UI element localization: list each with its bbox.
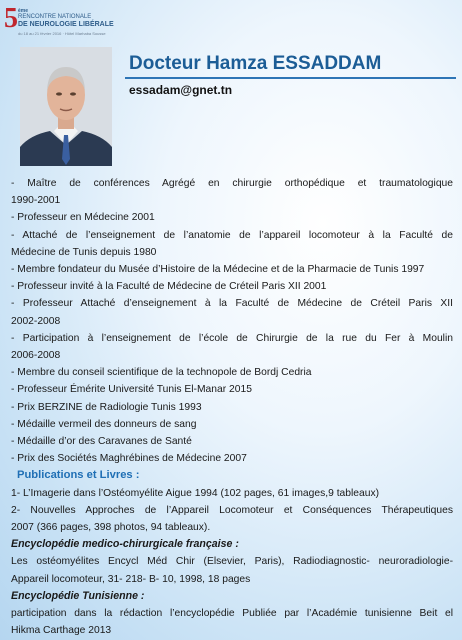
- doctor-email: essadam@gnet.tn: [129, 83, 233, 97]
- publication-item: 2007 (366 pages, 398 photos, 94 tableaux).: [11, 522, 211, 534]
- cv-line: 1990-2001: [11, 195, 61, 207]
- encyclopedie-medico-text: Les ostéomyélites Encycl Méd Chir (Elsevier, Paris), Radiodiagnostic- neuroradiologie-: [11, 556, 453, 568]
- cv-line: - Médaille vermeil des donneurs de sang: [11, 418, 197, 430]
- cv-line: - Professeur Attaché d’enseignement à la Faculté de Médecine de Créteil Paris XII: [11, 298, 453, 310]
- cv-line: 2006-2008: [11, 350, 61, 362]
- event-logo: [4, 3, 122, 40]
- logo-line-2: DE NEUROLOGIE LIBÉRALE: [18, 21, 114, 28]
- publications-heading: Publications et Livres :: [17, 469, 140, 482]
- encyclopedie-medico-text: Appareil locomoteur, 31- 218- B- 10, 1998, 18 pages: [11, 573, 251, 585]
- cv-line: Médecine de Tunis depuis 1980: [11, 246, 157, 258]
- cv-body: [11, 175, 453, 639]
- title-underline: [125, 77, 456, 79]
- portrait-illustration: [20, 47, 112, 166]
- portrait-photo: [20, 47, 112, 166]
- cv-line: - Participation à l’enseignement de l’école de Chirurgie de la rue du Fer à Moulin: [11, 332, 453, 344]
- logo-line-1: RENCONTRE NATIONALE: [18, 14, 92, 20]
- logo-ordinal: ème: [18, 8, 29, 14]
- cv-line: - Professeur Émérite Université Tunis El-Manar 2015: [11, 384, 252, 396]
- cv-line: - Attaché de l’enseignement de l’anatomie de l’appareil locomoteur à la Faculté de: [11, 229, 453, 241]
- cv-line: - Prix BERZINE de Radiologie Tunis 1993: [11, 401, 202, 413]
- publication-item: 2- Nouvelles Approches de l’Appareil Locomoteur et Conséquences Thérapeutiques: [11, 504, 453, 516]
- encyclopedie-tunisienne-text: Hikma Carthage 2013: [11, 625, 112, 637]
- cv-line: - Médaille d’or des Caravanes de Santé: [11, 436, 192, 448]
- cv-line: - Maître de conférences Agrégé en chirurgie orthopédique et traumatologique: [11, 178, 453, 189]
- encyclopedie-tunisienne-heading: Encyclopédie Tunisienne :: [11, 589, 145, 602]
- publication-item: 1- L’Imagerie dans l’Ostéomyélite Aigue 1994 (102 pages, 61 images,9 tableaux): [11, 487, 380, 499]
- cv-line: 2002-2008: [11, 315, 61, 327]
- encyclopedie-medico-heading: Encyclopédie medico-chirurgicale française :: [11, 538, 239, 551]
- logo-number: 5: [4, 3, 18, 34]
- logo-line-3: du 18 au 21 février 2016 · Hôtel Marhaba Sousse: [18, 31, 106, 36]
- encyclopedie-tunisienne-text: participation dans la rédaction l’encyclopédie Publiée par l’Académie tunisienne Beit el: [11, 608, 453, 620]
- doctor-name: Docteur Hamza ESSADDAM: [129, 53, 382, 74]
- cv-line: - Professeur invité à la Faculté de Médecine de Créteil Paris XII 2001: [11, 281, 327, 293]
- cv-line: - Prix des Sociétés Maghrébines de Médecine 2007: [11, 453, 247, 465]
- cv-line: - Professeur en Médecine 2001: [11, 212, 155, 224]
- cv-line: - Membre fondateur du Musée d’Histoire de la Médecine et de la Pharmacie de Tunis 1997: [11, 264, 425, 276]
- cv-line: - Membre du conseil scientifique de la technopole de Bordj Cedria: [11, 367, 312, 379]
